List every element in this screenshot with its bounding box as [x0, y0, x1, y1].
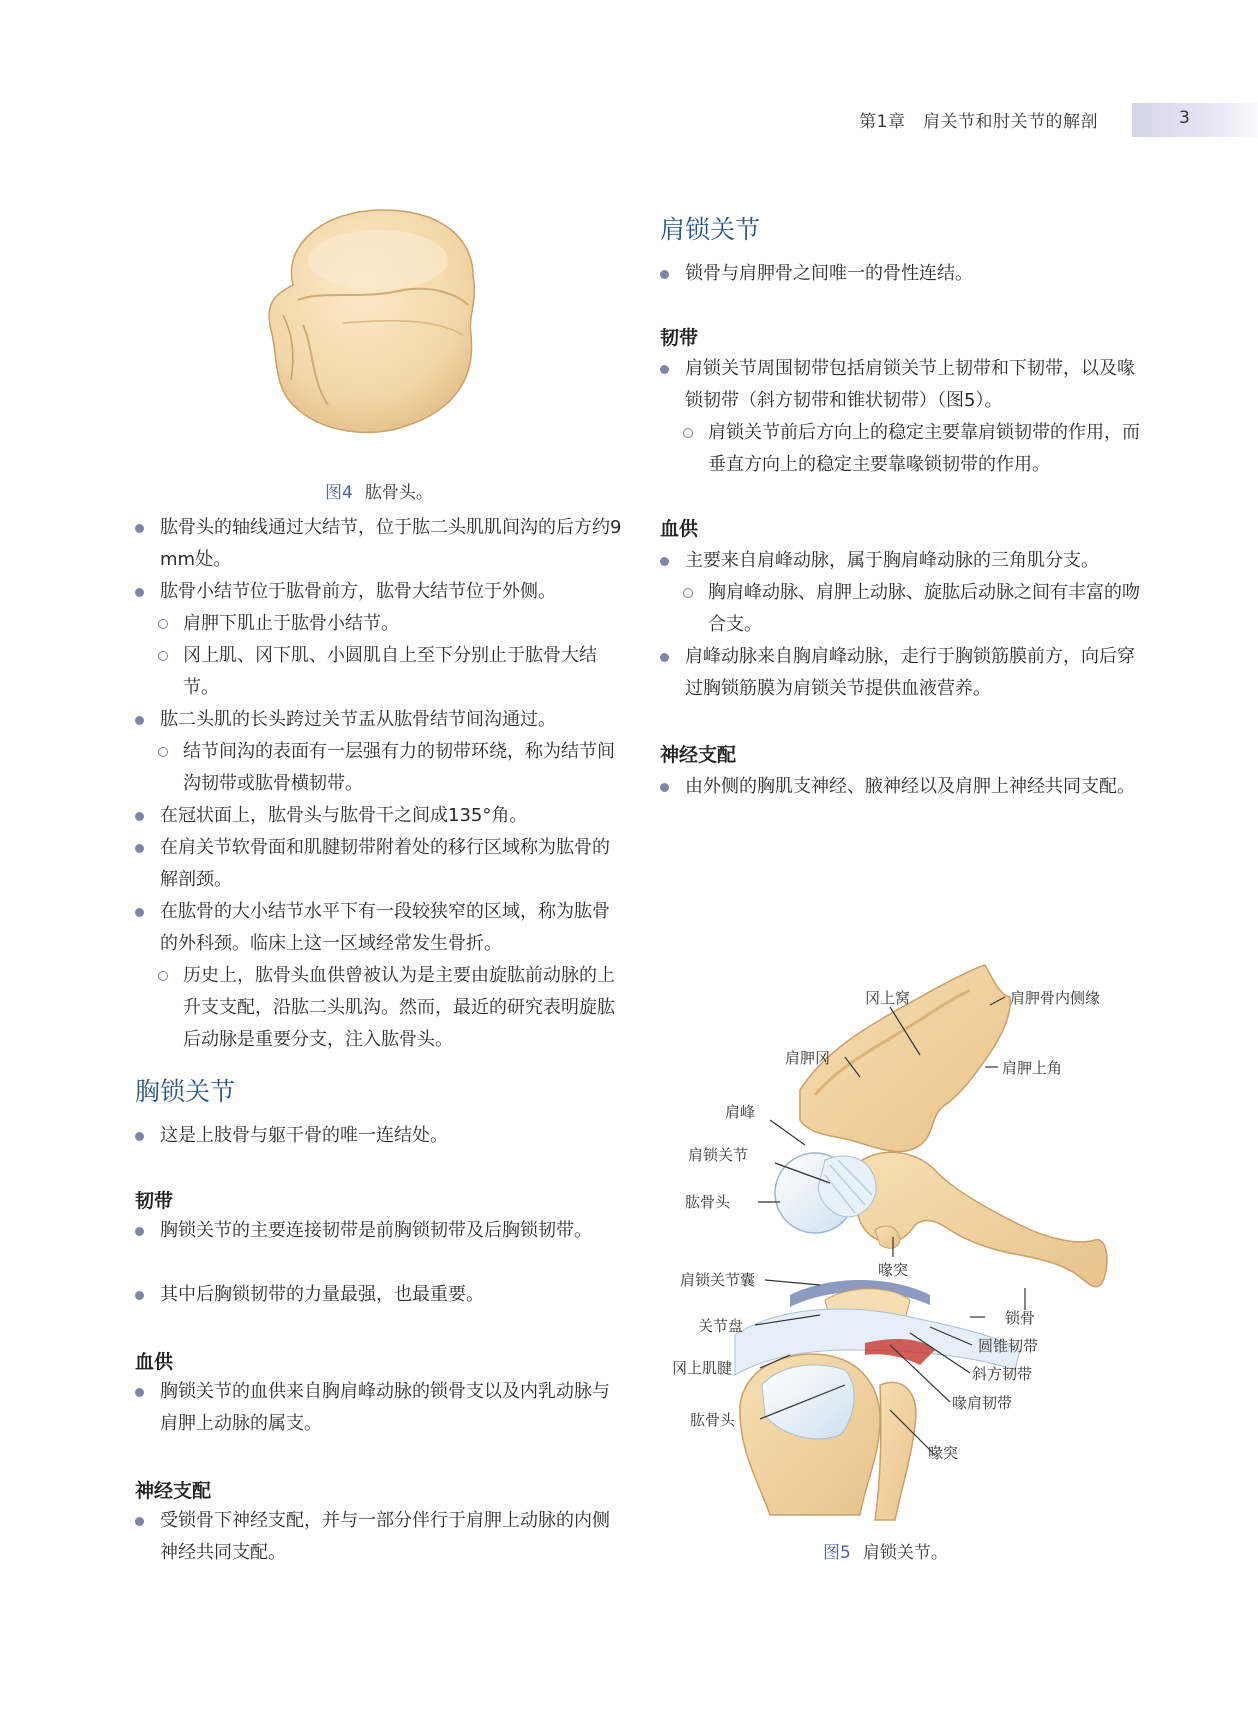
- list-item: 由外侧的胸肌支神经、腋神经以及肩胛上神经共同支配。: [660, 771, 1150, 803]
- figure-5-acromioclavicular-joint: [650, 955, 1150, 1530]
- label-ac-joint: 肩锁关节: [688, 1146, 749, 1164]
- list-item: 锁骨与肩胛骨之间唯一的骨性连结。: [660, 258, 1150, 290]
- bullet-hollow-icon: [683, 428, 693, 438]
- list-item: 肱二头肌的长头跨过关节盂从肱骨结节间沟通过。: [135, 704, 625, 736]
- bullet-icon: [135, 908, 144, 917]
- label-trapezoid: 斜方韧带: [972, 1365, 1033, 1383]
- list-item-sub: 历史上，肱骨头血供曾被认为是主要由旋肱前动脉的上升支支配，沿肱二头肌沟。然而，最近的研究表明旋肱后动脉是重要分支，注入肱骨头。: [158, 960, 625, 1056]
- label-conoid: 圆锥韧带: [978, 1337, 1039, 1355]
- bullet-icon: [135, 1291, 144, 1300]
- subsection-title-blood-supply: 血供: [135, 1351, 174, 1373]
- section-title-sternoclavicular: 胸锁关节: [135, 1077, 236, 1106]
- bullet-icon: [660, 783, 669, 792]
- running-header: [0, 103, 1258, 137]
- subsection-title-innervation: 神经支配: [660, 744, 737, 766]
- subsection-title-ligaments: 韧带: [660, 327, 699, 349]
- label-disc: 关节盘: [698, 1317, 744, 1335]
- subsection-title-blood-supply: 血供: [660, 518, 699, 540]
- coracoid-section-shape: [875, 1382, 916, 1520]
- bullet-icon: [135, 812, 144, 821]
- list-item: 受锁骨下神经支配，并与一部分伴行于肩胛上动脉的内侧神经共同支配。: [135, 1505, 625, 1569]
- bullet-icon: [135, 1388, 144, 1397]
- label-clavicle: 锁骨: [1005, 1309, 1036, 1327]
- bullet-icon: [135, 588, 144, 597]
- list-item-sub: 肩胛下肌止于肱骨小结节。: [158, 608, 625, 640]
- label-coracoid-2: 喙突: [928, 1444, 959, 1462]
- bullet-icon: [135, 1132, 144, 1141]
- label-scapular-spine: 肩胛冈: [785, 1049, 831, 1067]
- bullet-icon: [660, 557, 669, 566]
- bullet-hollow-icon: [683, 588, 693, 598]
- list-item: 其中后胸锁韧带的力量最强，也最重要。: [135, 1279, 625, 1311]
- chapter-title: 第1章 肩关节和肘关节的解剖: [859, 112, 1098, 132]
- list-item: 肱骨小结节位于肱骨前方，肱骨大结节位于外侧。: [135, 576, 625, 608]
- list-item-sub: 肩锁关节前后方向上的稳定主要靠肩锁韧带的作用，而垂直方向上的稳定主要靠喙锁韧带的作用。: [683, 417, 1150, 481]
- label-supraspinatus-tendon: 冈上肌腱: [672, 1359, 733, 1377]
- bullet-icon: [135, 1227, 144, 1236]
- label-capsule: 肩锁关节囊: [680, 1271, 756, 1289]
- label-superior-angle: 肩胛上角: [1002, 1059, 1063, 1077]
- bullet-hollow-icon: [158, 747, 168, 757]
- label-coracoacromial: 喙肩韧带: [952, 1394, 1013, 1412]
- list-item-sub: 胸肩峰动脉、肩胛上动脉、旋肱后动脉之间有丰富的吻合支。: [683, 577, 1150, 641]
- bullet-icon: [660, 270, 669, 279]
- bullet-icon: [135, 524, 144, 533]
- list-item: 在肩关节软骨面和肌腱韧带附着处的移行区域称为肱骨的解剖颈。: [135, 832, 625, 896]
- list-item: 胸锁关节的主要连接韧带是前胸锁韧带及后胸锁韧带。: [135, 1215, 625, 1247]
- list-item: 肩峰动脉来自胸肩峰动脉，走行于胸锁筋膜前方，向后穿过胸锁筋膜为肩锁关节提供血液营养。: [660, 641, 1150, 705]
- figure-4-humeral-head: [253, 205, 503, 460]
- bullet-icon: [135, 844, 144, 853]
- bullet-icon: [660, 365, 669, 374]
- page-number-tab: [1132, 103, 1258, 137]
- bullet-hollow-icon: [158, 971, 168, 981]
- list-item: 肱骨头的轴线通过大结节，位于肱二头肌肌间沟的后方约9 mm处。: [135, 512, 625, 576]
- label-acromion: 肩峰: [725, 1103, 756, 1121]
- list-item: 肩锁关节周围韧带包括肩锁关节上韧带和下韧带，以及喙锁韧带（斜方韧带和锥状韧带）（图5）。: [660, 353, 1150, 417]
- subsection-title-ligaments: 韧带: [135, 1190, 174, 1212]
- figure-5-caption: 图5 肩锁关节。: [823, 1543, 948, 1563]
- page-number: 3: [1179, 108, 1190, 128]
- label-medial-border: 肩胛骨内侧缘: [1010, 989, 1101, 1007]
- bullet-icon: [660, 653, 669, 662]
- subsection-title-innervation: 神经支配: [135, 1480, 212, 1502]
- list-item: 主要来自肩峰动脉，属于胸肩峰动脉的三角肌分支。: [660, 545, 1150, 577]
- bullet-icon: [135, 1517, 144, 1526]
- label-humeral-head: 肱骨头: [685, 1193, 731, 1211]
- bullet-icon: [135, 716, 144, 725]
- list-item: 胸锁关节的血供来自胸肩峰动脉的锁骨支以及内乳动脉与肩胛上动脉的属支。: [135, 1376, 625, 1440]
- bullet-hollow-icon: [158, 619, 168, 629]
- list-item-sub: 冈上肌、冈下肌、小圆肌自上至下分别止于肱骨大结节。: [158, 640, 625, 704]
- list-item: 这是上肢骨与躯干骨的唯一连结处。: [135, 1120, 625, 1152]
- label-supraspinous-fossa: 冈上窝: [865, 989, 911, 1007]
- list-item: 在冠状面上，肱骨头与肱骨干之间成135°角。: [135, 800, 625, 832]
- section-title-acromioclavicular: 肩锁关节: [660, 215, 761, 244]
- label-humeral-head-2: 肱骨头: [690, 1411, 736, 1429]
- list-item: 在肱骨的大小结节水平下有一段较狭窄的区域，称为肱骨的外科颈。临床上这一区域经常发生骨折。: [135, 896, 625, 960]
- bullet-hollow-icon: [158, 651, 168, 661]
- label-coracoid: 喙突: [878, 1261, 909, 1279]
- figure-4-caption: 图4 肱骨头。: [325, 483, 433, 503]
- list-item-sub: 结节间沟的表面有一层强有力的韧带环绕，称为结节间沟韧带或肱骨横韧带。: [158, 736, 625, 800]
